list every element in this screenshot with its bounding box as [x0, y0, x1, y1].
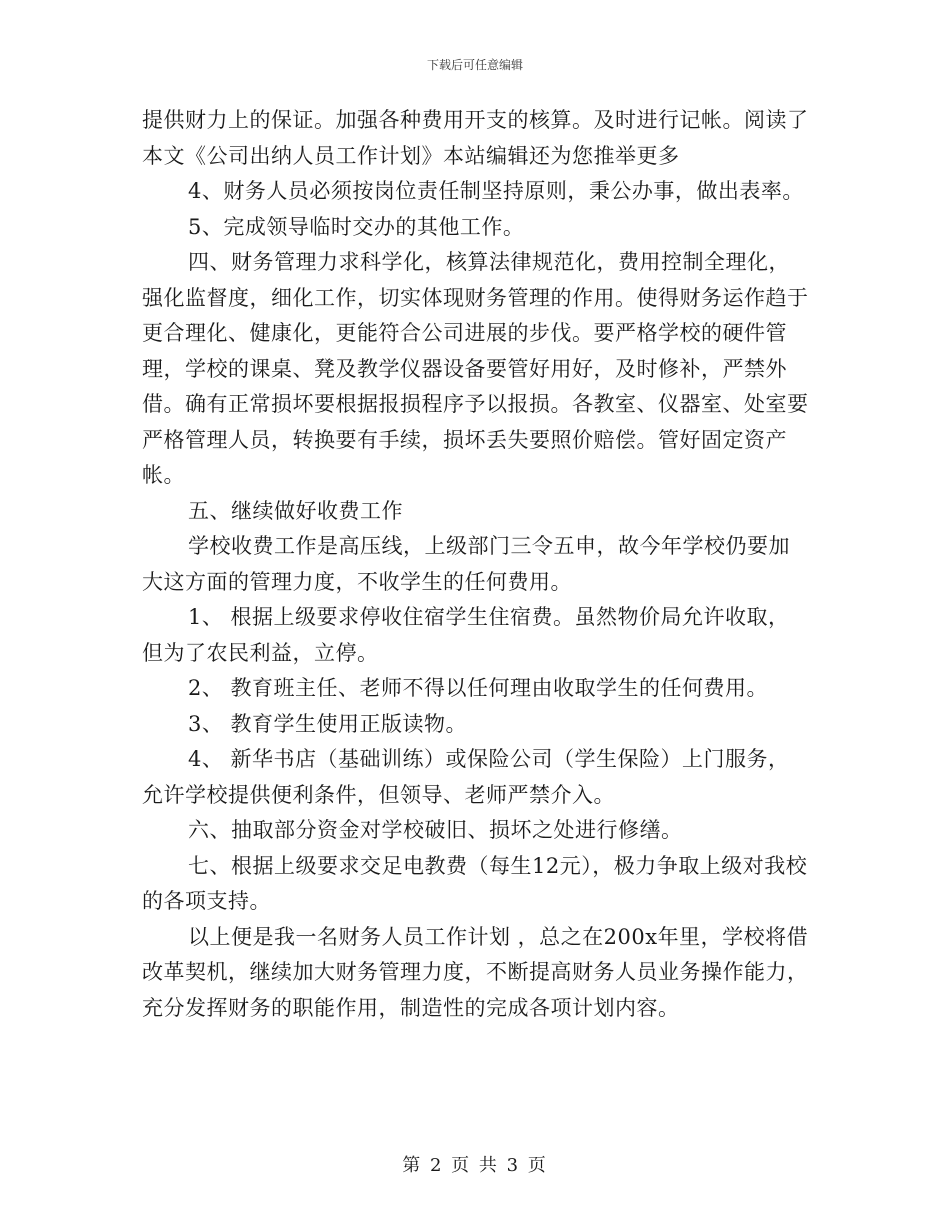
- paragraph-conclusion: 以上便是我一名财务人员工作计划 ，总之在200x年里，学校将借改革契机，继续加大财务管理力度，不断提高财务人员业务操作能力，充分发挥财务的职能作用，制造性的完成各项计划内容。: [142, 924, 809, 1020]
- paragraph-fee-item-3: 3、 教育学生使用正版读物。: [188, 711, 468, 736]
- paragraph-fee-item-1: 1、 根据上级要求停收住宿学生住宿费。虽然物价局允许收取，但为了农民利益，立停。: [142, 605, 790, 665]
- document-body: [142, 103, 810, 1026]
- paragraph-continuation: 提供财力上的保证。加强各种费用开支的核算。及时进行记帐。阅读了本文《公司出纳人员工作计划》本站编辑还为您推举更多: [142, 108, 809, 168]
- paragraph-section-6: 六、抽取部分资金对学校破旧、损坏之处进行修缮。: [188, 818, 683, 842]
- paragraph-fees-intro: 学校收费工作是高压线，上级部门三令五申，故今年学校仍要加大这方面的管理力度，不收学生的任何费用。: [142, 534, 790, 594]
- paragraph-item-5: 5、完成领导临时交办的其他工作。: [188, 214, 525, 239]
- paragraph-fee-item-2: 2、 教育班主任、老师不得以任何理由收取学生的任何费用。: [188, 676, 769, 700]
- page-number-footer: 第 2 页 共 3 页: [402, 1155, 548, 1176]
- paragraph-fee-item-4: 4、 新华书店（基础训练）或保险公司（学生保险）上门服务，允许学校提供便利条件，但领导、老师严禁介入。: [142, 747, 790, 807]
- paragraph-section-4: 四、财务管理力求科学化，核算法律规范化，费用控制全理化，强化监督度，细化工作，切实体现财务管理的作用。使得财务运作趋于更合理化、健康化，更能符合公司进展的步伐。要严格学校的硬件管理，学校的课桌、凳及教学仪器设备要管好用好，及时修补，严禁外借。确有正常损坏要根据报损程序予以报损。各教室、仪器室、处室要严格管理人员，转换要有手续，损坏丢失要照价赔偿。管好固定资产帐。: [142, 250, 809, 487]
- section-heading-5: 五、继续做好收费工作: [188, 498, 403, 523]
- paragraph-item-4: 4、财务人员必须按岗位责任制坚持原则，秉公办事，做出表率。: [188, 179, 804, 203]
- page-header: 下载后可任意编辑: [426, 58, 523, 72]
- paragraph-section-7: 七、根据上级要求交足电教费（每生12元），极力争取上级对我校的各项支持。: [142, 853, 808, 913]
